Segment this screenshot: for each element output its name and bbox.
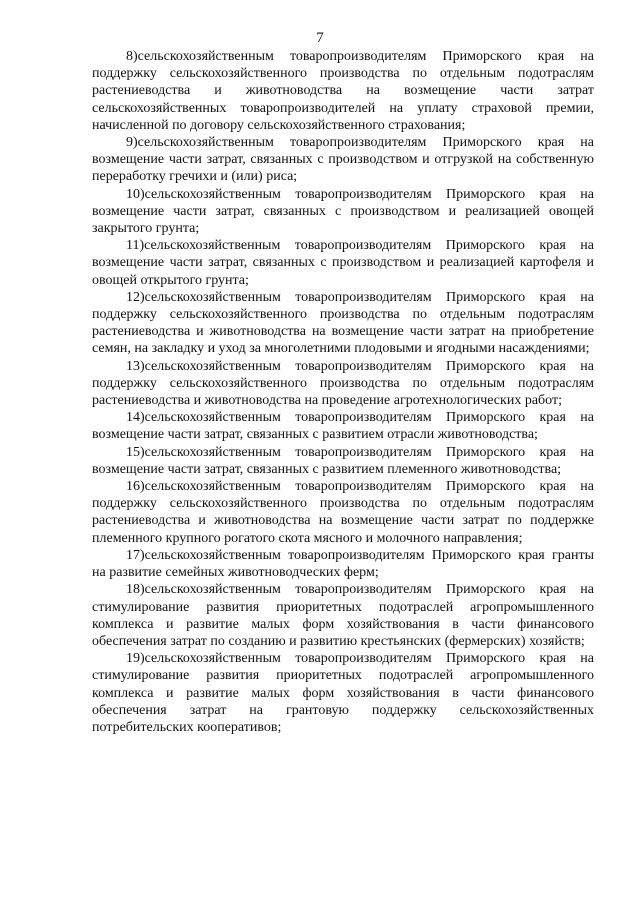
list-item-17: 17)сельскохозяйственным товаропроизводителям Приморского края гранты на развитие семейных животноводческих ферм; — [92, 547, 594, 581]
list-item-12: 12)сельскохозяйственным товаропроизводителям Приморского края на поддержку сельскохозяйственного производства по отдельным подотраслям растениеводства и животноводства на возмещение части затрат на приобретение семян, на закладку и уход за многолетними плодовыми и ягодными насаждениями; — [92, 289, 594, 357]
list-item-16: 16)сельскохозяйственным товаропроизводителям Приморского края на поддержку сельскохозяйственного производства по отдельным подотраслям растениеводства и животноводства на возмещение части затрат по поддержке племенного крупного рогатого скота мясного и молочного направления; — [92, 479, 594, 546]
list-item-11: 11)сельскохозяйственным товаропроизводителям Приморского края на возмещение части затрат, связанных с производством и реализацией картофеля и овощей открытого грунта; — [92, 238, 594, 288]
list-item-9: 9)сельскохозяйственным товаропроизводителям Приморского края на возмещение части затрат, связанных с производством и отгрузкой на собственную переработку гречихи и (или) риса; — [92, 135, 594, 185]
list-item-13: 13)сельскохозяйственным товаропроизводителям Приморского края на поддержку сельскохозяйственного производства по отдельным подотраслям растениеводства и животноводства на проведение агротехнологических работ; — [92, 358, 594, 409]
list-item-14: 14)сельскохозяйственным товаропроизводителям Приморского края на возмещение части затрат, связанных с развитием отрасли животноводства; — [92, 410, 594, 443]
list-item-19: 19)сельскохозяйственным товаропроизводителям Приморского края на стимулирование развития приоритетных подотраслей агропромышленного комплекса и развитие малых форм хозяйствования в части финансового обеспечения затрат на грантовую поддержку сельскохозяйственных потребительских кооперативов; — [92, 651, 594, 735]
list-item-10: 10)сельскохозяйственным товаропроизводителям Приморского края на возмещение части затрат, связанных с производством и реализацией овощей закрытого грунта; — [92, 186, 594, 237]
list-item-15: 15)сельскохозяйственным товаропроизводителям Приморского края на возмещение части затрат, связанных с развитием племенного животноводства; — [92, 444, 594, 477]
list-item-8: 8)сельскохозяйственным товаропроизводителям Приморского края на поддержку сельскохозяйственного производства по отдельным подотраслям растениеводства и животноводства на возмещение части затрат сельскохозяйственных товаропроизводителей на уплату страховой премии, начисленной по договору сельскохозяйственного страхования; — [92, 49, 594, 133]
page-number: 7 — [316, 30, 324, 46]
document-body — [92, 48, 594, 736]
list-item-18: 18)сельскохозяйственным товаропроизводителям Приморского края на стимулирование развития приоритетных подотраслей агропромышленного комплекса и развитие малых форм хозяйствования в части финансового обеспечения затрат по созданию и развитию крестьянских (фермерских) хозяйств; — [92, 582, 594, 649]
